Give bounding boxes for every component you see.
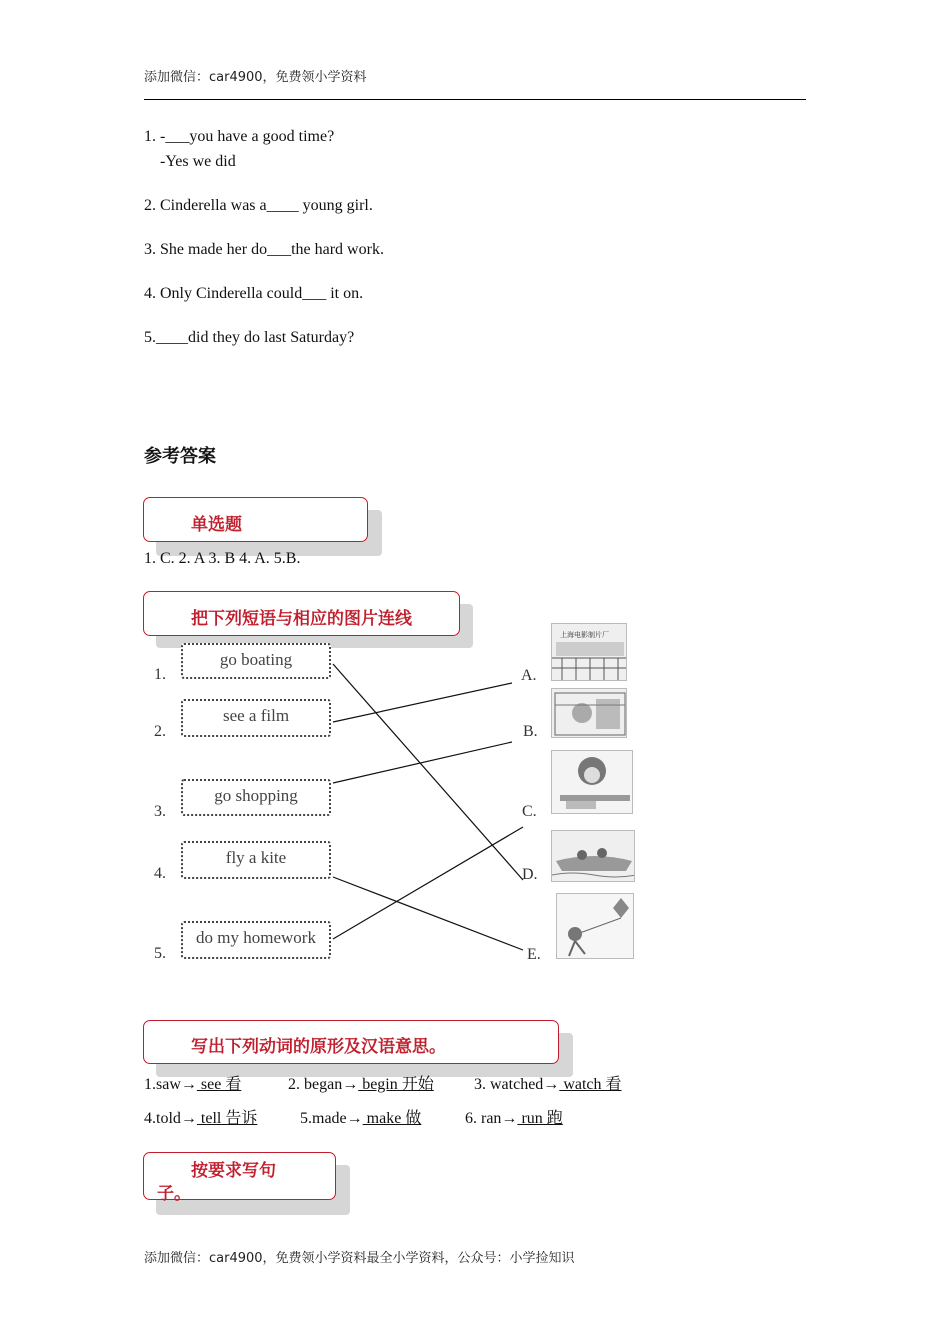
phrase-number: 2.	[154, 723, 166, 740]
verb-prefix: 3. watched→	[474, 1076, 560, 1093]
question-4: 4. Only Cinderella could___ it on.	[144, 285, 364, 302]
page-footer: 添加微信：car4900，免费领小学资料最全小学资料，公众号：小学捡知识	[144, 1251, 575, 1266]
cinema-sign: 上海电影制片厂	[560, 631, 609, 639]
boating-drawing	[552, 831, 635, 882]
verb-prefix: 1.saw→	[144, 1076, 197, 1093]
phrase-number: 3.	[154, 803, 166, 820]
verb-answer-6	[465, 1105, 563, 1128]
verb-answer: make 做	[362, 1110, 422, 1127]
picture-letter: D.	[522, 866, 538, 883]
phrase-see-a-film: see a film	[181, 699, 331, 737]
match-line-2-A	[333, 683, 512, 722]
verb-answer-5	[300, 1105, 421, 1128]
section1-answers: 1. C. 2. A 3. B 4. A. 5.B.	[144, 550, 301, 567]
boating-picture	[551, 830, 635, 882]
verb-answer-1	[144, 1071, 241, 1094]
verb-answer-3	[474, 1071, 622, 1094]
question-3: 3. She made her do___the hard work.	[144, 241, 384, 258]
match-line-3-B	[333, 742, 512, 783]
verb-answer: see 看	[196, 1076, 242, 1093]
phrase-number: 4.	[154, 865, 166, 882]
question-1: 1. -___you have a good time?	[144, 128, 335, 145]
match-line-5-C	[333, 827, 523, 939]
question-2: 2. Cinderella was a____ young girl.	[144, 197, 373, 214]
shop-drawing	[552, 689, 627, 738]
picture-letter: B.	[523, 723, 538, 740]
verb-prefix: 2. began→	[288, 1076, 359, 1093]
verb-answer: run 跑	[517, 1110, 563, 1127]
picture-letter: A.	[521, 667, 537, 684]
cinema-picture	[551, 623, 627, 681]
verb-prefix: 5.made→	[300, 1110, 363, 1127]
picture-letter: C.	[522, 803, 537, 820]
homework-picture	[551, 750, 633, 814]
homework-drawing	[552, 751, 633, 814]
verb-answer: begin 开始	[358, 1076, 434, 1093]
section3-title: 写出下列动词的原形及汉语意思。	[191, 1037, 446, 1057]
answers-title: 参考答案	[144, 446, 216, 467]
match-line-1-D	[333, 664, 523, 880]
phrase-fly-a-kite: fly a kite	[181, 841, 331, 879]
section3-header-box	[143, 1020, 559, 1064]
picture-letter: E.	[527, 946, 541, 963]
kite-picture	[556, 893, 634, 959]
verb-answer-4	[144, 1105, 257, 1128]
question-5: 5.____did they do last Saturday?	[144, 329, 355, 346]
verb-answer: watch 看	[559, 1076, 622, 1093]
page-header: 添加微信：car4900，免费领小学资料	[144, 70, 367, 85]
match-line-4-E	[333, 877, 523, 950]
verb-prefix: 6. ran→	[465, 1110, 518, 1127]
kite-drawing	[557, 894, 634, 959]
section4-header-box	[143, 1152, 336, 1204]
question-1-reply: -Yes we did	[160, 153, 236, 170]
section1-title: 单选题	[191, 515, 242, 535]
verb-answer: tell 告诉	[196, 1110, 258, 1127]
phrase-go-boating: go boating	[181, 643, 331, 679]
phrase-number: 5.	[154, 945, 166, 962]
cinema-drawing	[552, 624, 627, 681]
section4-title-line2: 子。	[157, 1184, 191, 1204]
verb-prefix: 4.told→	[144, 1110, 197, 1127]
section4-title-line1: 按要求写句	[191, 1161, 276, 1181]
phrase-do-my-homework: do my homework	[181, 921, 331, 959]
phrase-number: 1.	[154, 666, 166, 683]
verb-answer-2	[288, 1071, 434, 1094]
section2-title: 把下列短语与相应的图片连线	[191, 609, 412, 629]
shop-picture	[551, 688, 627, 738]
phrase-go-shopping: go shopping	[181, 779, 331, 816]
